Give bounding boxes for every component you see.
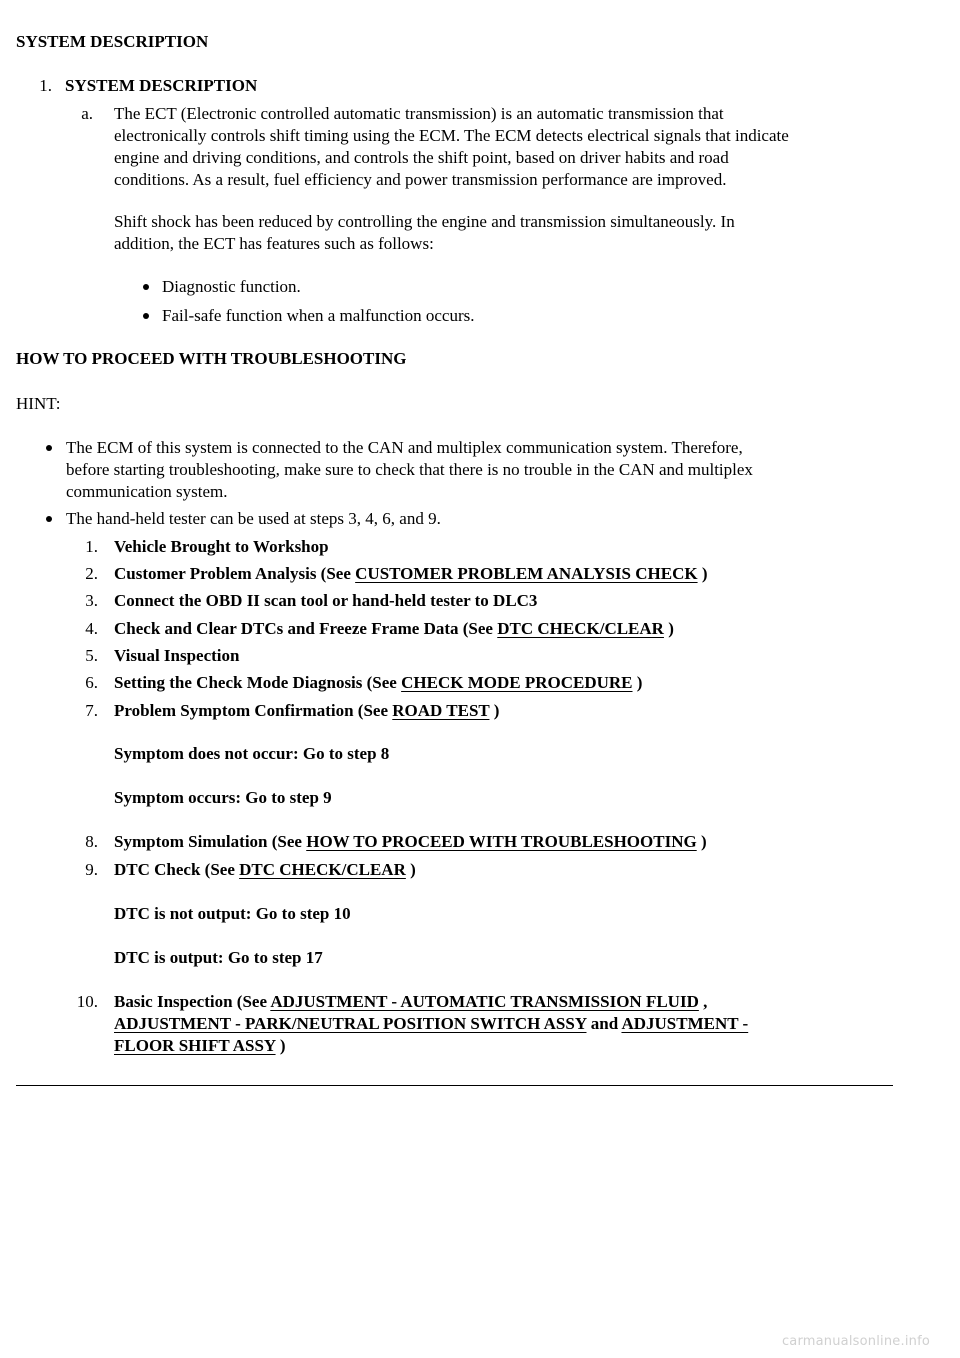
step-text-post: ) <box>632 673 643 692</box>
step-text <box>114 831 707 853</box>
bullet-icon <box>46 445 52 451</box>
step-text-pre: Symptom Simulation (See <box>114 832 307 851</box>
step-text-pre: Customer Problem Analysis (See <box>114 564 356 583</box>
link-adjustment-park-neutral-position-switch-assy[interactable]: ADJUSTMENT - PARK/NEUTRAL POSITION SWITCH ASSY <box>114 1014 587 1033</box>
step-text-pre: Basic Inspection (See <box>114 992 271 1011</box>
section-number: 1. <box>39 76 52 95</box>
paragraph-line: The ECM of this system is connected to the CAN and multiplex communication system. Therefore, <box>66 438 743 457</box>
list-item: Fail-safe function when a malfunction occurs. <box>162 306 475 325</box>
link-dtc-check-clear[interactable]: DTC CHECK/CLEAR <box>239 860 406 879</box>
section-heading: HOW TO PROCEED WITH TROUBLESHOOTING <box>16 349 407 368</box>
step-number: 10. <box>76 992 98 1011</box>
step-branch: DTC is output: Go to step 17 <box>114 948 323 967</box>
hint-label: HINT: <box>16 394 61 413</box>
paragraph-line: Shift shock has been reduced by controlling the engine and transmission simultaneously. In <box>114 212 735 231</box>
step-text-continued <box>114 1035 285 1057</box>
horizontal-rule <box>16 1085 893 1086</box>
link-road-test[interactable]: ROAD TEST <box>392 701 490 720</box>
step-text: Connect the OBD II scan tool or hand-held tester to DLC3 <box>114 591 538 610</box>
step-text-post: ) <box>489 701 500 720</box>
link-dtc-check-clear[interactable]: DTC CHECK/CLEAR <box>497 619 664 638</box>
step-number: 7. <box>85 701 98 720</box>
link-customer-problem-analysis-check[interactable]: CUSTOMER PROBLEM ANALYSIS CHECK <box>355 564 698 583</box>
step-text-pre: Problem Symptom Confirmation (See <box>114 701 393 720</box>
watermark: carmanualsonline.info <box>781 1334 930 1349</box>
step-text <box>114 563 708 585</box>
step-text-mid: , <box>698 992 708 1011</box>
step-text-post: ) <box>696 832 707 851</box>
list-item: Diagnostic function. <box>162 277 301 296</box>
step-text-post: ) <box>663 619 674 638</box>
step-number: 2. <box>85 564 98 583</box>
step-text <box>114 700 499 722</box>
link-adjustment-floor-shift-assy-cont[interactable]: FLOOR SHIFT ASSY <box>114 1036 276 1055</box>
step-text <box>114 991 707 1013</box>
step-number: 3. <box>85 591 98 610</box>
step-number: 6. <box>85 673 98 692</box>
link-how-to-proceed-with-troubleshooting[interactable]: HOW TO PROCEED WITH TROUBLESHOOTING <box>306 832 697 851</box>
item-marker: a. <box>81 104 93 123</box>
step-text-post: ) <box>405 860 416 879</box>
step-text: Visual Inspection <box>114 646 240 665</box>
bullet-icon <box>46 516 52 522</box>
paragraph-line: electronically controls shift timing using the ECM. The ECM detects electrical signals that indicate <box>114 126 789 145</box>
step-text-pre: Check and Clear DTCs and Freeze Frame Data (See <box>114 619 498 638</box>
section-title: SYSTEM DESCRIPTION <box>65 76 258 95</box>
link-adjustment-floor-shift-assy[interactable]: ADJUSTMENT - <box>621 1014 749 1033</box>
step-number: 5. <box>85 646 98 665</box>
step-number: 9. <box>85 860 98 879</box>
step-number: 8. <box>85 832 98 851</box>
paragraph-line: communication system. <box>66 482 228 501</box>
step-text-pre: Setting the Check Mode Diagnosis (See <box>114 673 402 692</box>
step-branch: Symptom does not occur: Go to step 8 <box>114 744 390 763</box>
paragraph-line: addition, the ECT has features such as follows: <box>114 234 434 253</box>
step-text-continued <box>114 1013 748 1035</box>
link-check-mode-procedure[interactable]: CHECK MODE PROCEDURE <box>401 673 633 692</box>
bullet-icon <box>143 313 149 319</box>
step-text <box>114 672 642 694</box>
step-number: 1. <box>85 537 98 556</box>
step-text-pre: DTC Check (See <box>114 860 240 879</box>
step-text <box>114 618 674 640</box>
step-branch: DTC is not output: Go to step 10 <box>114 904 351 923</box>
page-title: SYSTEM DESCRIPTION <box>16 32 209 51</box>
bullet-icon <box>143 284 149 290</box>
paragraph-line: before starting troubleshooting, make sure to check that there is no trouble in the CAN and multiplex <box>66 460 753 479</box>
step-branch: Symptom occurs: Go to step 9 <box>114 788 332 807</box>
step-text-mid: and <box>586 1014 622 1033</box>
step-text-post: ) <box>697 564 708 583</box>
paragraph-line: engine and driving conditions, and controls the shift point, based on driver habits and road <box>114 148 729 167</box>
paragraph-line: The ECT (Electronic controlled automatic transmission) is an automatic transmission that <box>114 104 724 123</box>
paragraph-line: conditions. As a result, fuel efficiency and power transmission performance are improved. <box>114 170 727 189</box>
list-item: The hand-held tester can be used at steps 3, 4, 6, and 9. <box>66 509 441 528</box>
step-number: 4. <box>85 619 98 638</box>
step-text <box>114 859 416 881</box>
link-adjustment-automatic-transmission-fluid[interactable]: ADJUSTMENT - AUTOMATIC TRANSMISSION FLUID <box>270 992 699 1011</box>
step-text-post: ) <box>275 1036 286 1055</box>
step-text: Vehicle Brought to Workshop <box>114 537 329 556</box>
